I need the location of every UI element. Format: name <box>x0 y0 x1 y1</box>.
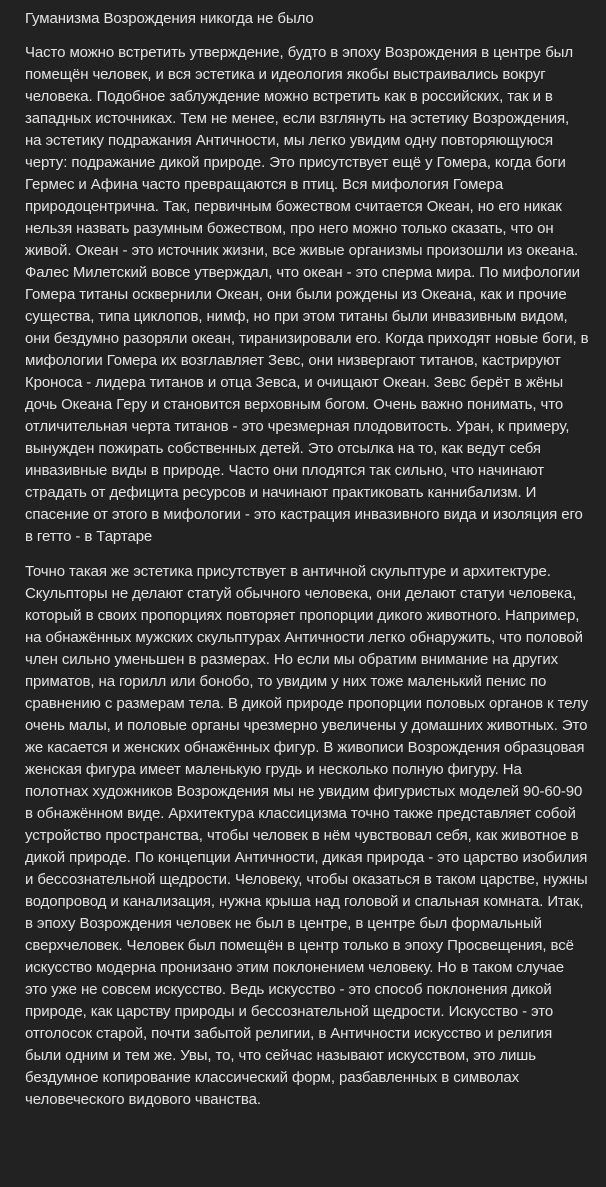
post-title: Гуманизма Возрождения никогда не было <box>25 10 314 27</box>
post-paragraph-1: Часто можно встретить утверждение, будто в эпоху Возрождения в центре был помещён человек, и вся эстетика и идеология якобы выстраивались вокруг человека. Подобное заблуждение можно встретить как в российских, так и в западных источниках. Тем не менее, если взглянуть на эстетику Возрождения, на эстетику подражания Античности, мы легко увидим одну повторяющуюся черту: подражание дикой природе. Это присутствует ещё у Гомера, когда боги Гермес и Афина часто превращаются в птиц. Вся мифология Гомера природоцентрична. Так, первичным божеством считается Океан, но его никак нельзя назвать разумным божеством, про него можно только сказать, что он живой. Океан - это источник жизни, все живые организмы произошли из океана. Фалес Милетский вовсе утверждал, что океан - это сперма мира. По мифологии Гомера титаны осквернили Океан, они были рождены из Океана, как и прочие существа, типа циклопов, нимф, но при этом титаны были инвазивным видом, они бездумно разоряли океан, тиранизировали его. Когда приходят новые боги, в мифологии Гомера их возглавляет Зевс, они низвергают титанов, кастрируют Кроноса - лидера титанов и отца Зевса, и очищают Океан. Зевс берёт в жёны дочь Океана Геру и становится верховным богом. Очень важно понимать, что отличительная черта титанов - это чрезмерная плодовитость. Уран, к примеру, вынужден пожирать собственных детей. Это отсылка на то, как ведут себя инвазивные виды в природе. Часто они плодятся так сильно, что начинают страдать от дефицита ресурсов и начинают практиковать каннибализм. И спасение от этого в мифологии - это кастрация инвазивного вида и изоляция его в гетто - в Тартаре <box>25 44 589 545</box>
post <box>25 0 589 1111</box>
post-paragraph-2: Точно такая же эстетика присутствует в античной скульптуре и архитектуре. Скульпторы не делают статуй обычного человека, они делают статуи человека, который в своих пропорциях повторяет пропорции дикого животного. Например, на обнажённых мужских скульптурах Античности легко обнаружить, что половой член сильно уменьшен в размерах. Но если мы обратим внимание на других приматов, на горилл или бонобо, то увидим у них тоже маленький пенис по сравнению с размерам тела. В дикой природе пропорции половых органов к телу очень малы, и половые органы чрезмерно увеличены у домашних животных. Это же касается и женских обнажённых фигур. В живописи Возрождения образцовая женская фигура имеет маленькую грудь и несколько полную фигуру. На полотнах художников Возрождения мы не увидим фигуристых моделей 90-60-90 в обнажённом виде. Архитектура классицизма точно также представляет собой устройство пространства, чтобы человек в нём чувствовал себя, как животное в дикой природе. По концепции Античности, дикая природа - это царство изобилия и бессознательной щедрости. Человеку, чтобы оказаться в таком царстве, нужны водопровод и канализация, нужна крыша над головой и спальная комната. Итак, в эпоху Возрождения человек не был в центре, в центре был формальный сверхчеловек. Человек был помещён в центр только в эпоху Просвещения, всё искусство модерна пронизано этим поклонением человеку. Но в таком случае это уже не совсем искусство. Ведь искусство - это способ поклонения дикой природе, как царству природы и бессознательной щедрости. Искусство - это отголосок старой, почти забытой религии, в Античности искусство и религия были одним и тем же. Увы, то, что сейчас называют искусством, это лишь бездумное копирование классический форм, разбавленных в символах человеческого видового чванства. <box>25 563 589 1108</box>
